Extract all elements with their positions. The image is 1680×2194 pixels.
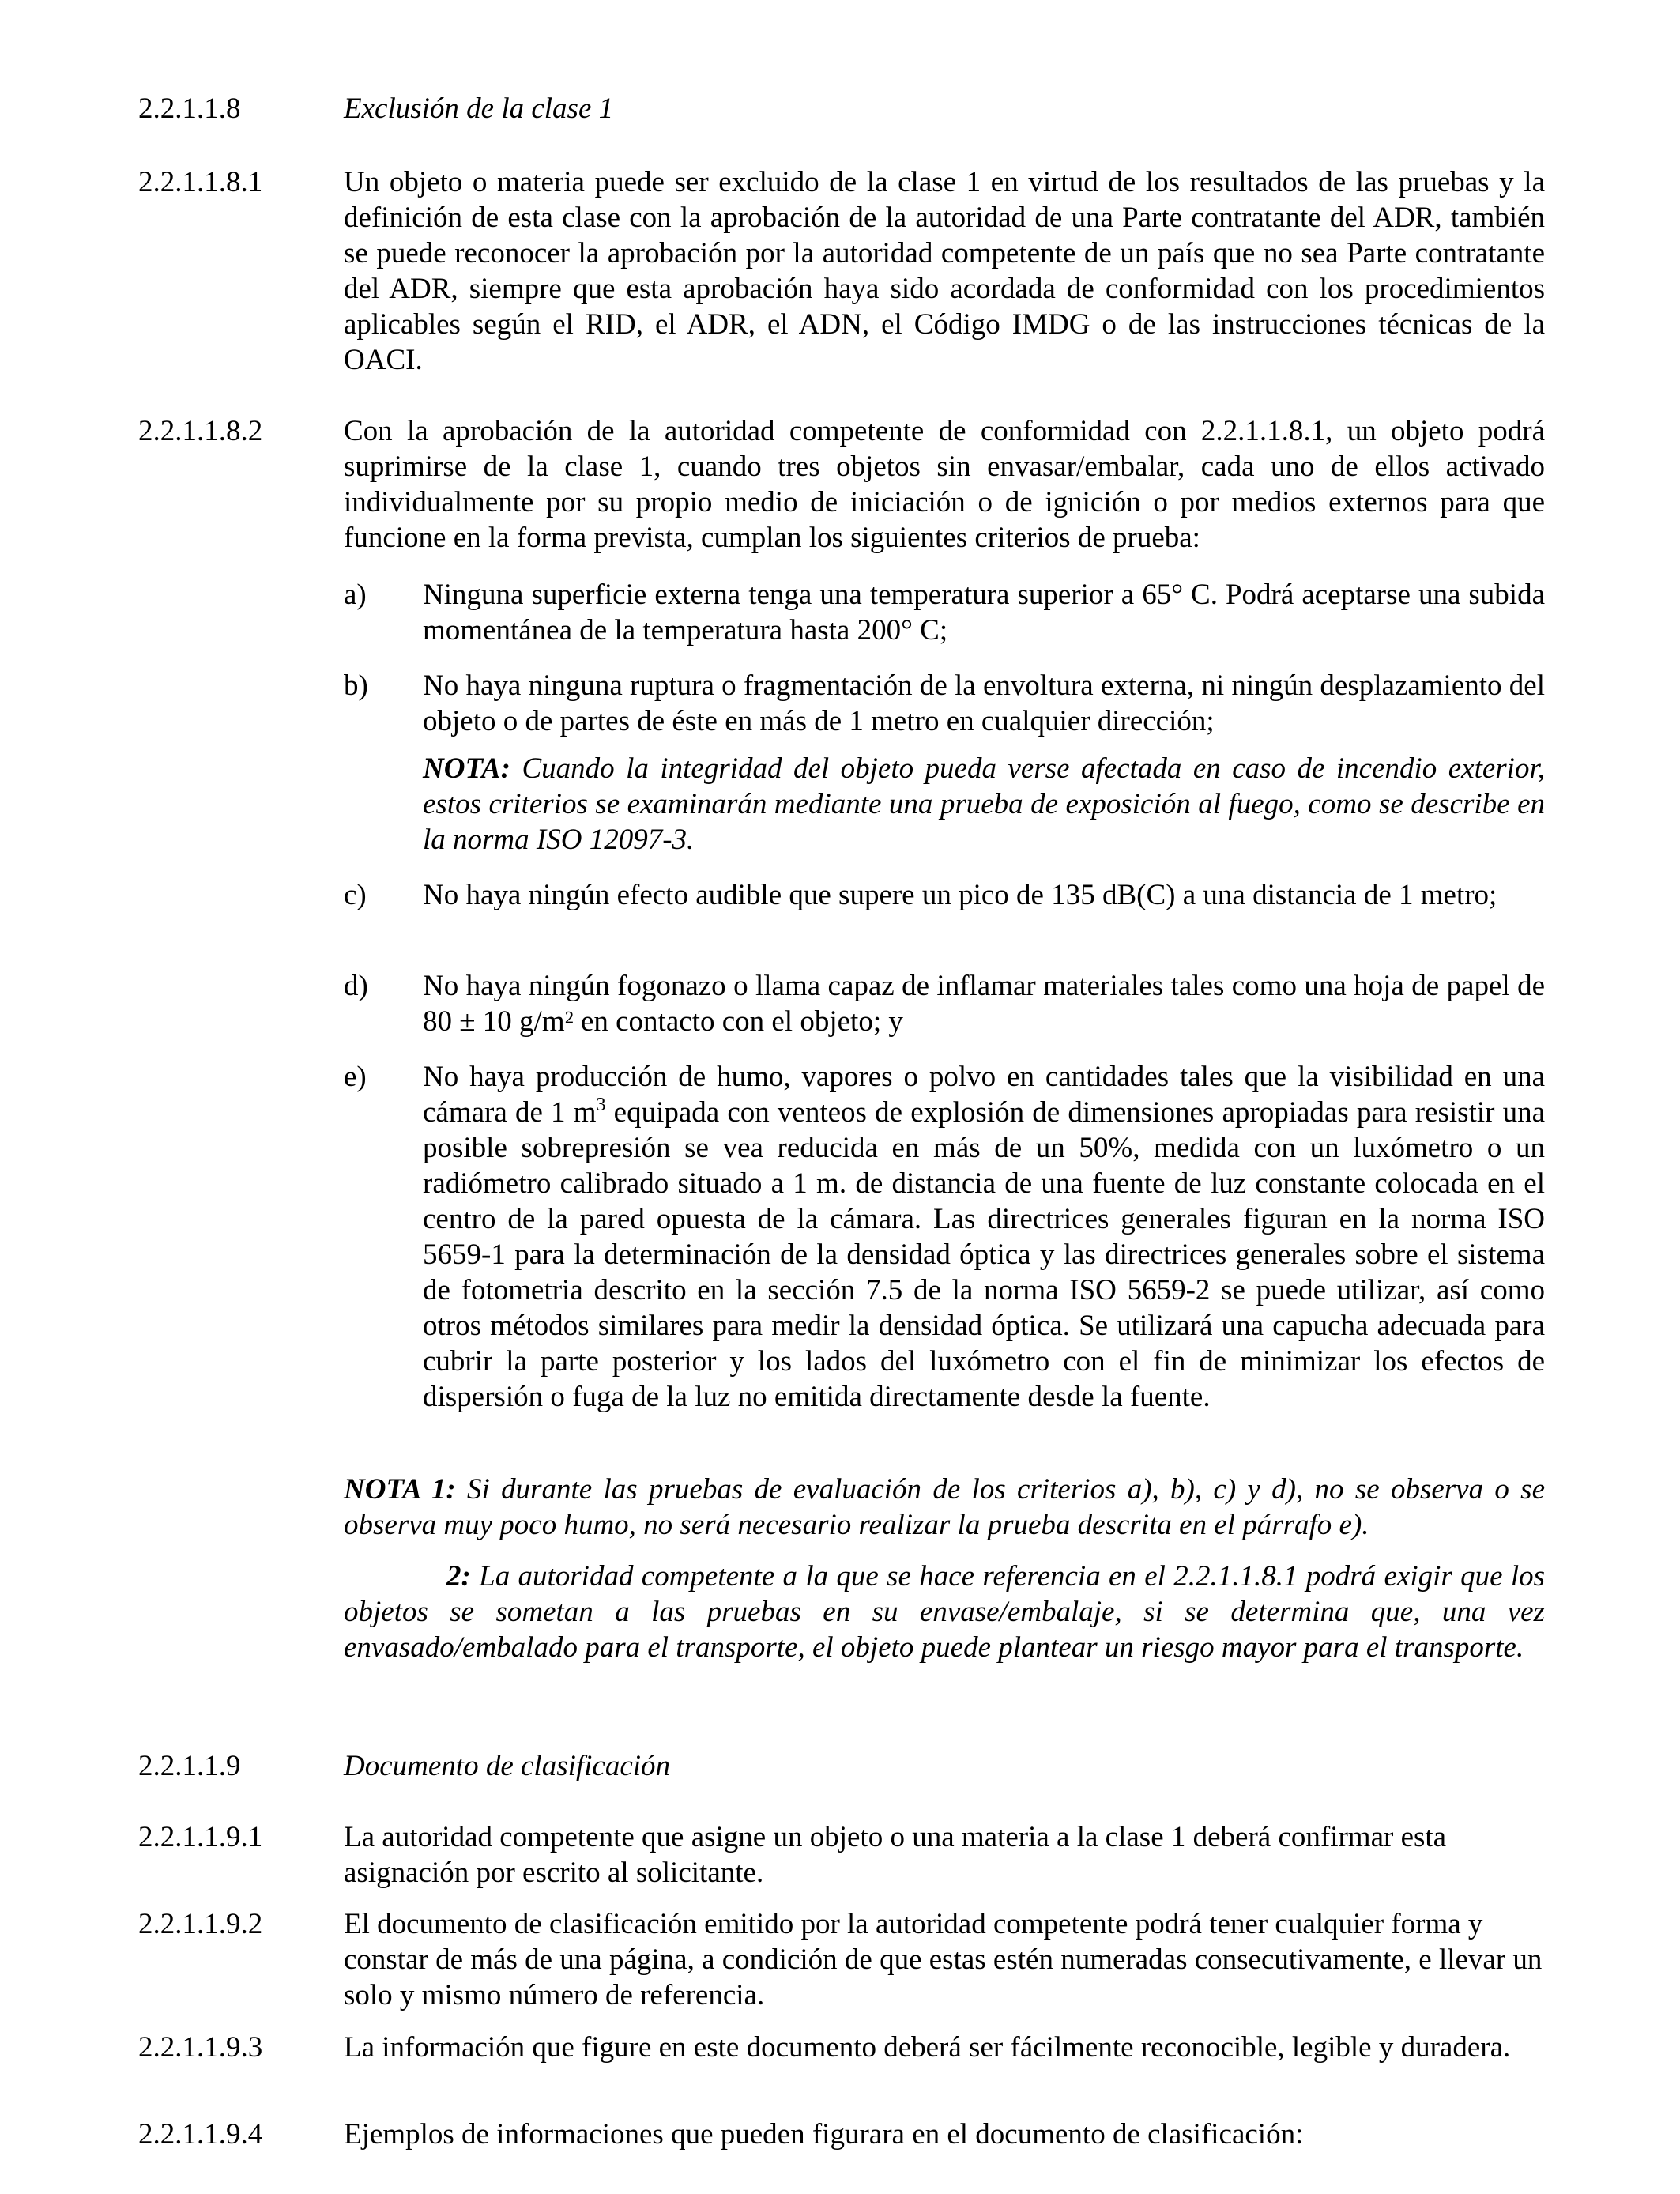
section-title: Documento de clasificación: [344, 1750, 671, 1782]
paragraph-number: 2.2.1.1.9.1: [138, 1821, 263, 1853]
criterion-label: e): [344, 1061, 367, 1093]
paragraph-2-2-1-1-8-1: [138, 164, 1545, 378]
note-1: [344, 1472, 1545, 1543]
note-text: La autoridad competente a la que se hace referencia en el 2.2.1.1.8.1 podrá exigir que los objetos se sometan a las pruebas en su envase/embalaje, si se determina que, una vez envasado/embalado para el transporte, el objeto puede plantear un riesgo mayor para el transporte.: [344, 1560, 1545, 1664]
paragraph-2-2-1-1-9-1: [138, 1819, 1545, 1891]
paragraph-2-2-1-1-9-4: [138, 2117, 1545, 2152]
note-label: NOTA:: [423, 752, 510, 785]
superscript: 3: [596, 1095, 606, 1115]
section-2-2-1-1-8: [138, 91, 1545, 126]
paragraph-number: 2.2.1.1.9.4: [138, 2118, 263, 2151]
criterion-label: c): [344, 879, 367, 911]
note-label: NOTA 1:: [344, 1473, 456, 1506]
criterion-label: a): [344, 579, 367, 611]
paragraph-text: Con la aprobación de la autoridad competente de conformidad con 2.2.1.1.8.1, un objeto podrá suprimirse de la clase 1, cuando tres objetos sin envasar/embalar, cada uno de ellos activado individualmente por su propio medio de iniciación o de ignición o por medios externos para que funcione en la forma prevista, cumplan los siguientes criterios de prueba:: [344, 415, 1545, 554]
section-2-2-1-1-9: [138, 1748, 1545, 1784]
paragraph-text: El documento de clasificación emitido por la autoridad competente podrá tener cualquier forma y constar de más de una página, a condición de que estas estén numeradas consecutivamente, e llevar un solo y mismo número de referencia.: [344, 1908, 1543, 2011]
paragraph-text: La información que figure en este documento deberá ser fácilmente reconocible, legible y duradera.: [344, 2031, 1511, 2064]
criterion-d: [344, 968, 1545, 1039]
criterion-c: [344, 877, 1545, 913]
paragraph-number: 2.2.1.1.9.2: [138, 1908, 263, 1940]
paragraph-text: Un objeto o materia puede ser excluido de la clase 1 en virtud de los resultados de las pruebas y la definición de esta clase con la aprobación de la autoridad de una Parte contratante del ADR, también se puede reconocer la aprobación por la autoridad competente de un país que no sea Parte contratante del ADR, siempre que esta aprobación haya sido acordada de conformidad con los procedimientos aplicables según el RID, el ADR, el ADN, el Código IMDG o de las instrucciones técnicas de la OACI.: [344, 166, 1545, 376]
criterion-a: [344, 577, 1545, 648]
criterion-label: b): [344, 669, 368, 702]
note-text: Cuando la integridad del objeto pueda verse afectada en caso de incendio exterior, estos criterios se examinarán mediante una prueba de exposición al fuego, como se describe en la norma ISO 12097-3.: [423, 752, 1545, 856]
paragraph-number: 2.2.1.1.8.1: [138, 166, 263, 198]
criterion-text: No haya ninguna ruptura o fragmentación de la envoltura externa, ni ningún desplazamiento del objeto o de partes de éste en más de 1 metro en cualquier dirección;: [423, 669, 1545, 737]
criterion-text: Ninguna superficie externa tenga una temperatura superior a 65° C. Podrá aceptarse una subida momentánea de la temperatura hasta 200° C;: [423, 579, 1545, 647]
paragraph-number: 2.2.1.1.8.2: [138, 415, 263, 447]
criterion-text: No haya producción de humo, vapores o polvo en cantidades tales que la visibilidad en una cámara de 1 $m^3$ equipada con venteos de explosión de dimensiones apropiadas para resistir una posible sobrepresión se vea reducida en más de un 50%, medida con un luxómetro o un radiómetro calibrado situado a 1 m. de distancia de una fuente de luz constante colocada en el centro de la pared opuesta de la cámara. Las directrices generales figuran en la norma ISO 5659-1 para la determinación de la densidad óptica y las directrices generales sobre el sistema de fotometria descrito en la sección 7.5 de la norma ISO 5659-2 se puede utilizar, así como otros métodos similares para medir la densidad óptica. Se utilizará una capucha adecuada para cubrir la parte posterior y los lados del luxómetro con el fin de minimizar los efectos de dispersión o fuga de la luz no emitida directamente desde la fuente.: [423, 1061, 1545, 1413]
criterion-b: [344, 668, 1545, 739]
criterion-text: No haya ningún fogonazo o llama capaz de inflamar materiales tales como una hoja de papel de 80 ± 10 g/m² en contacto con el objeto; y: [423, 970, 1545, 1038]
paragraph-text: La autoridad competente que asigne un objeto o una materia a la clase 1 deberá confirmar esta asignación por escrito al solicitante.: [344, 1821, 1447, 1889]
section-number: 2.2.1.1.8: [138, 92, 241, 125]
note-label: 2:: [446, 1560, 471, 1593]
paragraph-2-2-1-1-8-2: [138, 413, 1545, 556]
criterion-label: d): [344, 970, 368, 1002]
note-criterion-b: [423, 751, 1545, 858]
paragraph-2-2-1-1-9-3: [138, 2030, 1545, 2065]
paragraph-2-2-1-1-9-2: [138, 1906, 1545, 2013]
note-2: [344, 1559, 1545, 1665]
section-title: Exclusión de la clase 1: [344, 92, 614, 125]
paragraph-number: 2.2.1.1.9.3: [138, 2031, 263, 2064]
section-number: 2.2.1.1.9: [138, 1750, 241, 1782]
paragraph-text: Ejemplos de informaciones que pueden figurara en el documento de clasificación:: [344, 2118, 1304, 2151]
criterion-e: [344, 1059, 1545, 1415]
note-text: Si durante las pruebas de evaluación de los criterios a), b), c) y d), no se observa o se observa muy poco humo, no será necesario realizar la prueba descrita en el párrafo e).: [344, 1473, 1545, 1541]
criterion-text: No haya ningún efecto audible que supere un pico de 135 dB(C) a una distancia de 1 metro;: [423, 879, 1497, 911]
